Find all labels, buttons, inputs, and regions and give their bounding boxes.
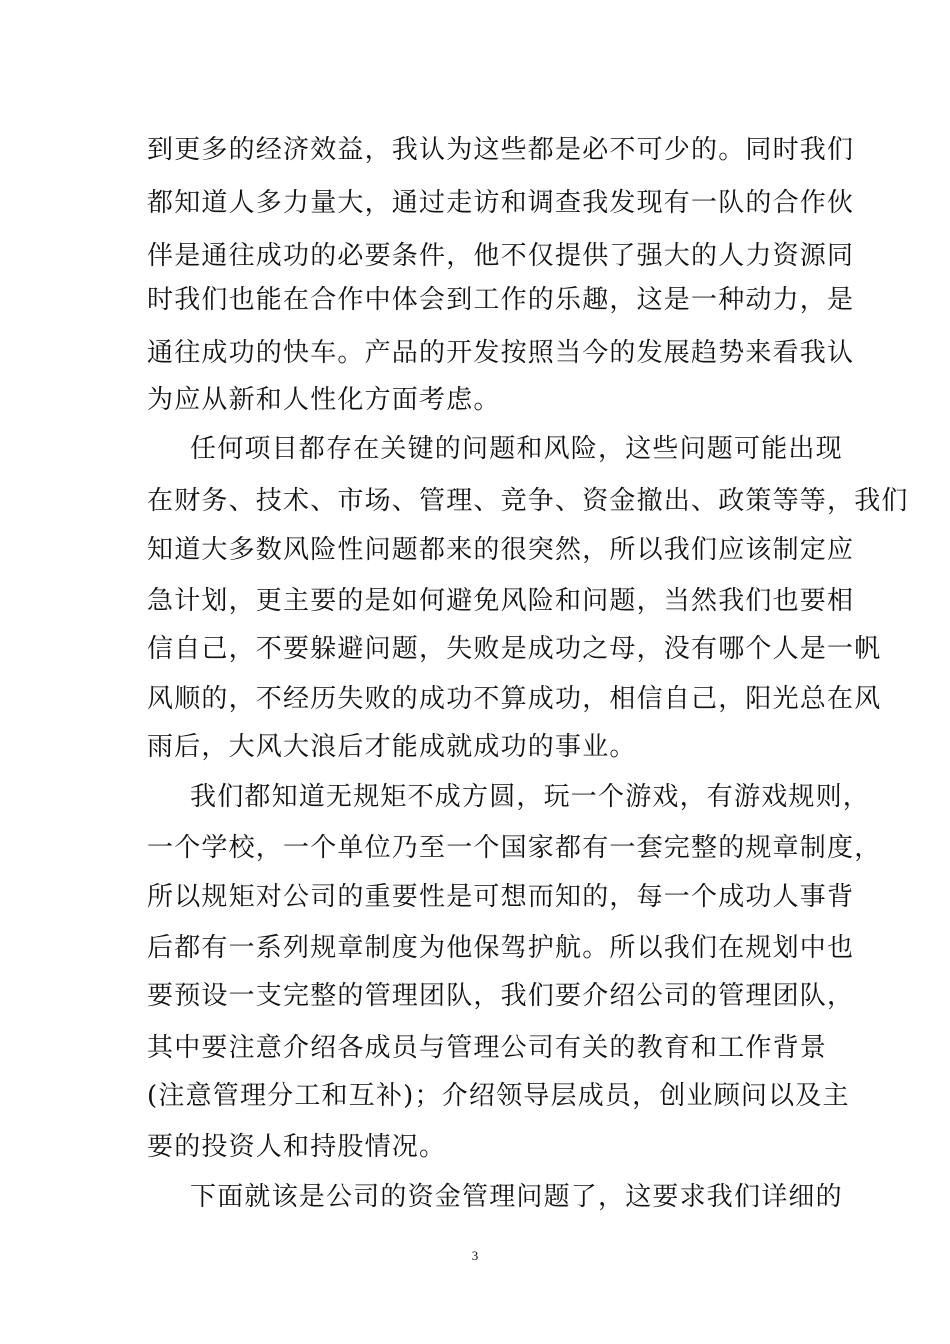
text-line: 要的投资人和持股情况。 [147,1132,447,1162]
text-line: 雨后，大风大浪后才能成就成功的事业。 [147,732,637,762]
text-line: 知道大多数风险性问题都来的很突然，所以我们应该制定应 [147,535,855,565]
text-line: (注意管理分工和互补)；介绍领导层成员，创业顾问以及主 [147,1081,850,1111]
text-line: 后都有一系列规章制度为他保驾护航。所以我们在规划中也 [147,933,855,963]
text-line: 到更多的经济效益，我认为这些都是必不可少的。同时我们 [147,135,855,165]
text-line: 所以规矩对公司的重要性是可想而知的，每一个成功人事背 [147,882,855,912]
text-line: 伴是通往成功的必要条件，他不仅提供了强大的人力资源同 [147,241,855,271]
text-line: 一个学校，一个单位乃至一个国家都有一套完整的规章制度， [147,833,882,863]
paragraph-start-line: 任何项目都存在关键的问题和风险，这些问题可能出现 [190,434,843,464]
text-line: 为应从新和人性化方面考虑。 [147,385,501,415]
text-line: 在财务、技术、市场、管理、竞争、资金撤出、政策等等，我们 [147,486,909,516]
text-line: 信自己，不要躲避问题，失败是成功之母，没有哪个人是一帆 [147,634,882,664]
text-line: 急计划，更主要的是如何避免风险和问题，当然我们也要相 [147,586,855,616]
text-line: 其中要注意介绍各成员与管理公司有关的教育和工作背景 [147,1033,828,1063]
text-line: 都知道人多力量大，通过走访和调查我发现有一队的合作伙 [147,188,855,218]
paragraph-start-line: 我们都知道无规矩不成方圆，玩一个游戏，有游戏规则， [190,782,871,812]
text-line: 要预设一支完整的管理团队，我们要介绍公司的管理团队， [147,981,855,1011]
paragraph-start-line: 下面就该是公司的资金管理问题了，这要求我们详细的 [190,1182,843,1212]
page-number: 3 [471,1248,479,1263]
text-line: 时我们也能在合作中体会到工作的乐趣，这是一种动力，是 [147,285,855,315]
text-line: 风顺的，不经历失败的成功不算成功，相信自己，阳光总在风 [147,684,882,714]
text-line: 通往成功的快车。产品的开发按照当今的发展趋势来看我认 [147,338,855,368]
